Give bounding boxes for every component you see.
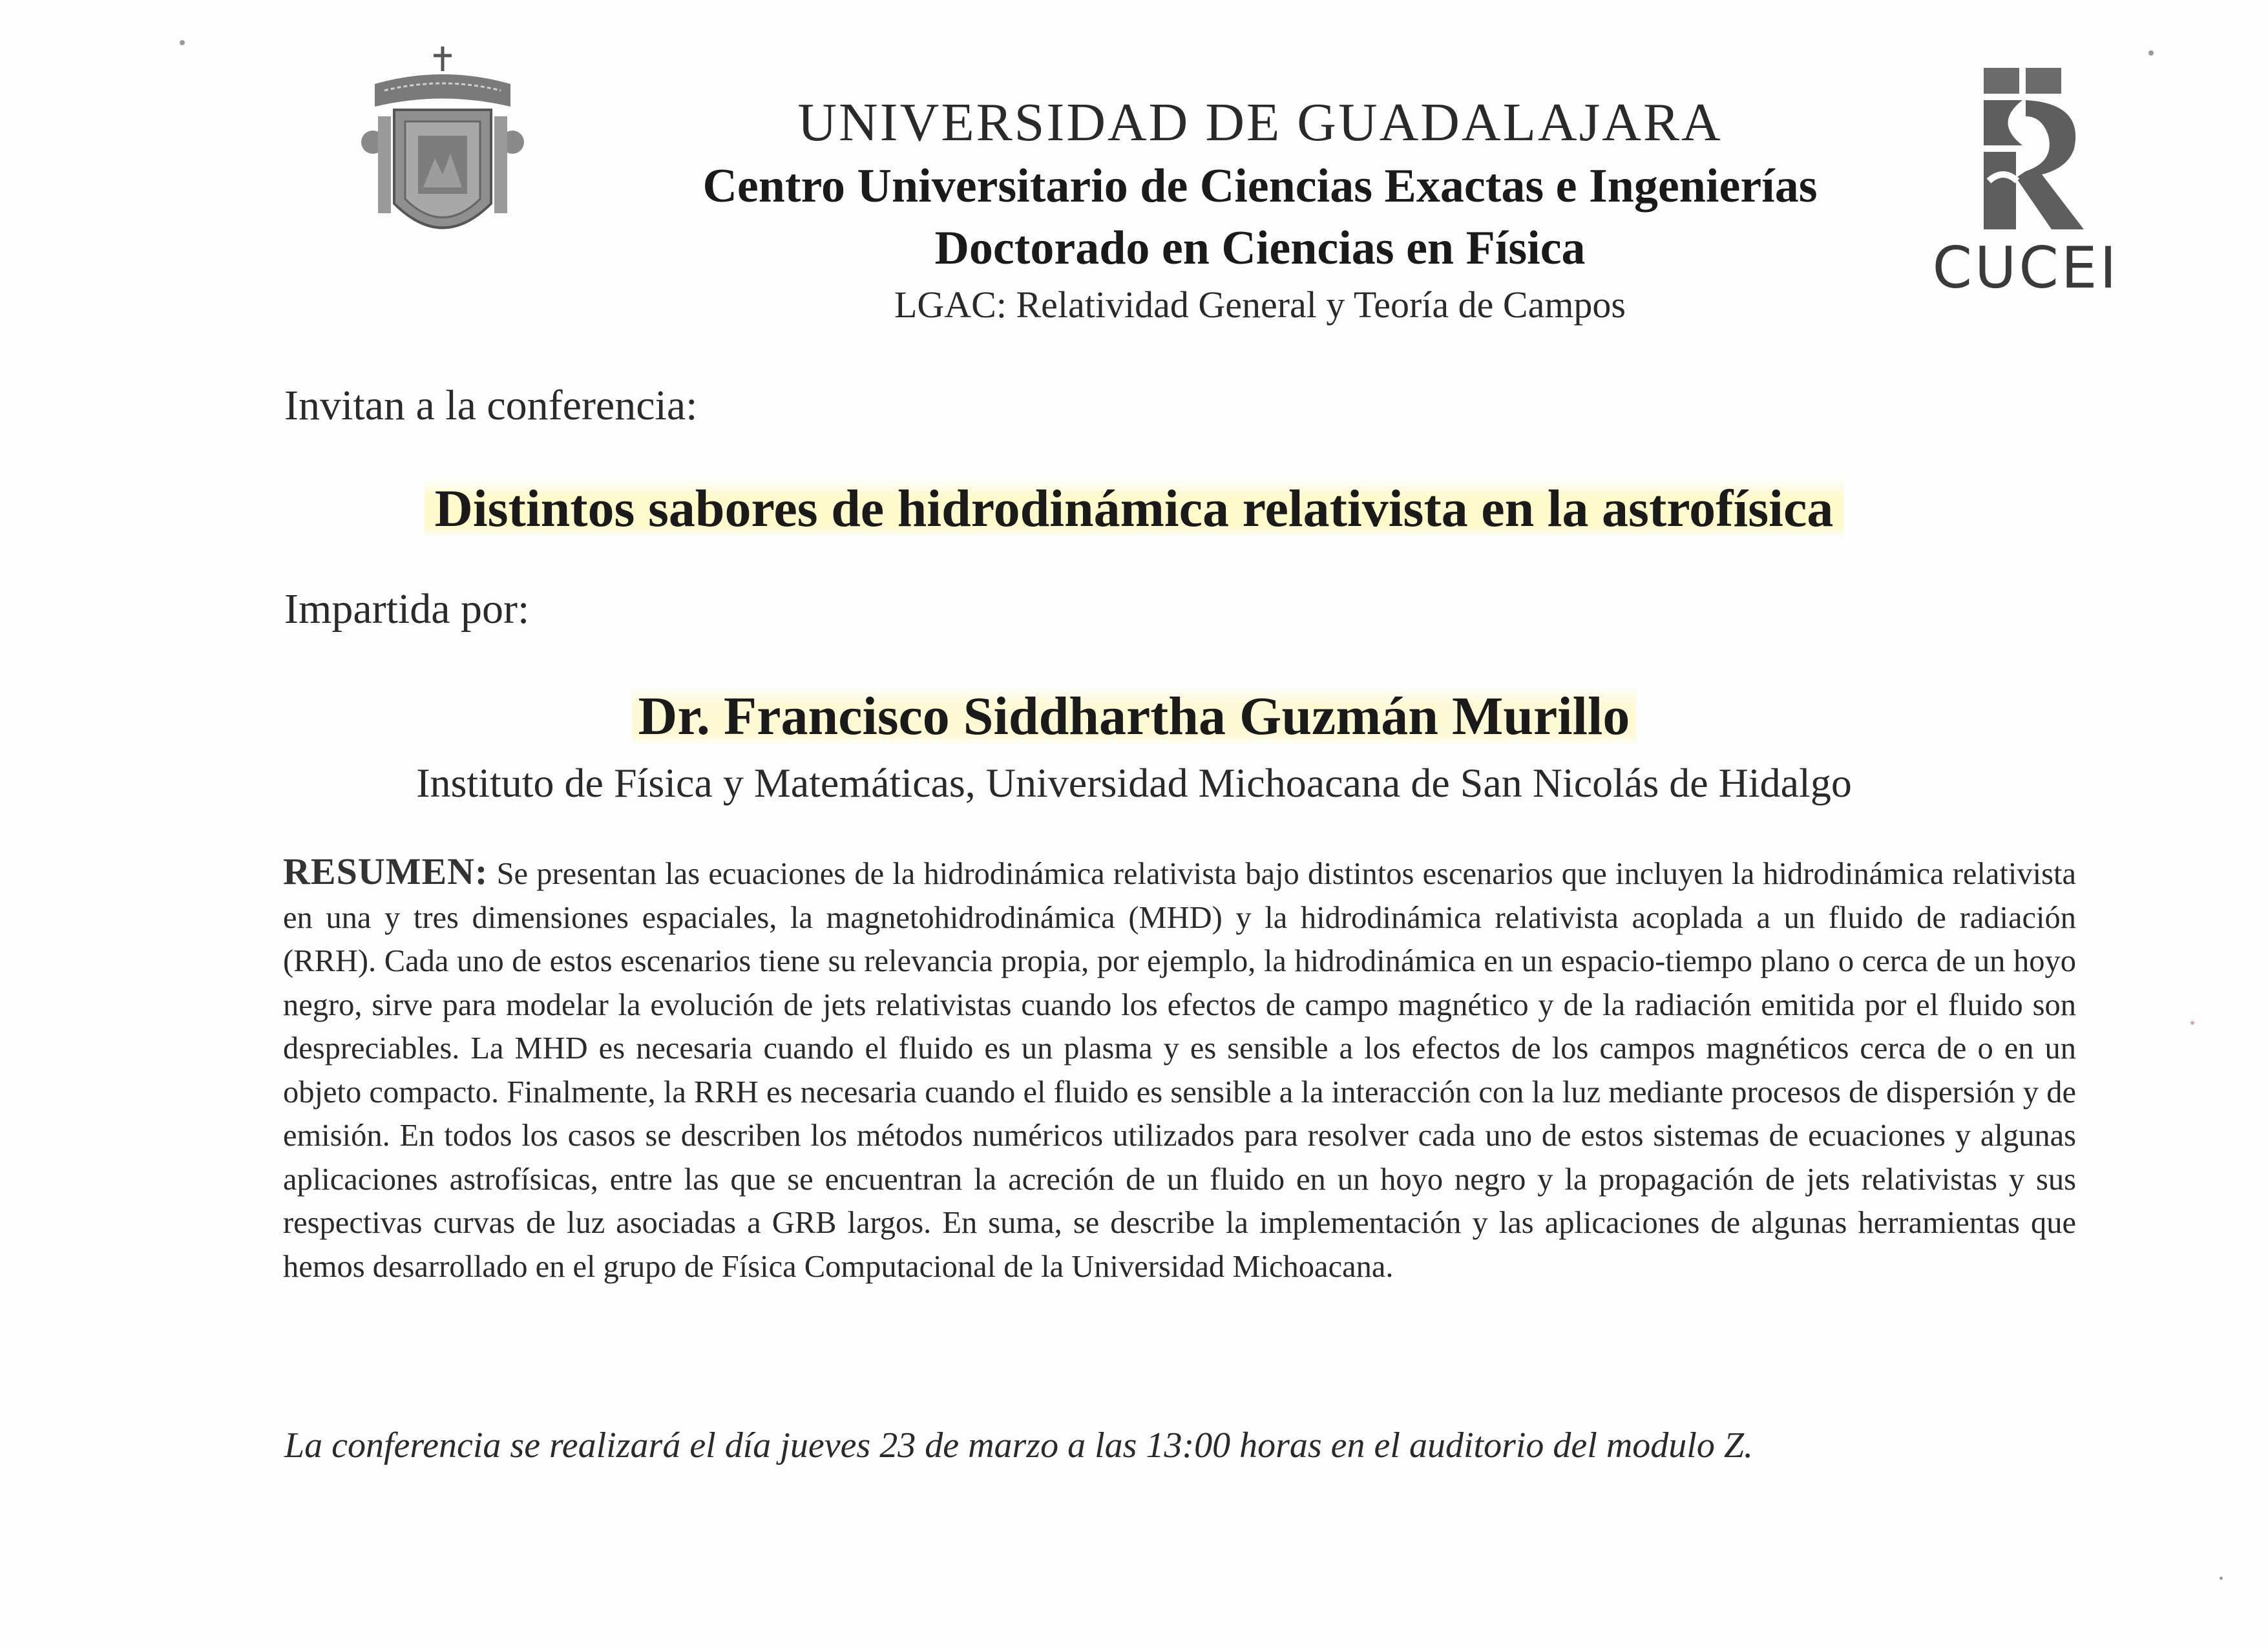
talk-title <box>0 478 2268 539</box>
university-crest-logo <box>359 45 527 258</box>
invite-label: Invitan a la conferencia: <box>284 382 698 429</box>
speaker-name-text: Dr. Francisco Siddhartha Guzmán Murillo <box>632 686 1637 746</box>
scan-speck <box>2148 50 2154 56</box>
closing-line: La conferencia se realizará el día jueves 23 de marzo a las 13:00 horas en el auditorio del modulo Z. <box>284 1425 1753 1465</box>
cucei-logo-text: CUCEI <box>1932 235 2119 301</box>
impartida-label: Impartida por: <box>284 585 530 633</box>
scan-speck <box>180 40 185 45</box>
header-block <box>549 90 1971 331</box>
lgac-line: LGAC: Relatividad General y Teoría de Campos <box>894 284 1626 326</box>
speaker-affiliation: Instituto de Física y Matemáticas, Universidad Michoacana de San Nicolás de Hidalgo <box>416 760 1852 806</box>
program-name: Doctorado en Ciencias en Física <box>934 222 1586 275</box>
university-name: UNIVERSIDAD DE GUADALAJARA <box>797 92 1723 152</box>
speaker-name <box>0 685 2268 748</box>
abstract-text: Se presentan las ecuaciones de la hidrodinámica relativista bajo distintos escenarios que incluyen la hidrodinámica relativista en una y tres dimensiones espaciales, la magnetohidrodinámica (MHD) y la hidrodinámica relativista acoplada a un fluido de radiación (RRH). Cada uno de estos escenarios tiene su relevancia propia, por ejemplo, la hidrodinámica en un espacio-tiempo plano o cerca de un hoyo negro, sirve para modelar la evolución de jets relativistas cuando los efectos de campo magnético y de la radiación emitida por el fluido son despreciables. La MHD es necesaria cuando el fluido es un plasma y es sensible a los efectos de los campos magnéticos cerca de o en un objeto compacto. Finalmente, la RRH es necesaria cuando el fluido es sensible a la interacción con la luz mediante procesos de dispersión y de emisión. En todos los casos se describen los métodos numéricos utilizados para resolver cada uno de estos sistemas de ecuaciones y algunas aplicaciones astrofísicas, entre las que se encuentran la acreción de un fluido en un hoyo negro y la propagación de jets relativistas y sus respectivas curvas de luz asociadas a GRB largos. En suma, se describe la implementación y las aplicaciones de algunas herramientas que hemos desarrollado en el grupo de Física Computacional de la Universidad Michoacana. <box>283 857 2076 1284</box>
talk-title-text: Distintos sabores de hidrodinámica relativista en la astrofísica <box>425 479 1844 538</box>
center-name: Centro Universitario de Ciencias Exactas e Ingenierías <box>702 160 1818 213</box>
abstract-label: RESUMEN: <box>283 850 488 892</box>
scan-speck <box>2190 1021 2194 1025</box>
abstract-paragraph <box>283 850 2076 1288</box>
scan-speck <box>2220 1577 2223 1580</box>
